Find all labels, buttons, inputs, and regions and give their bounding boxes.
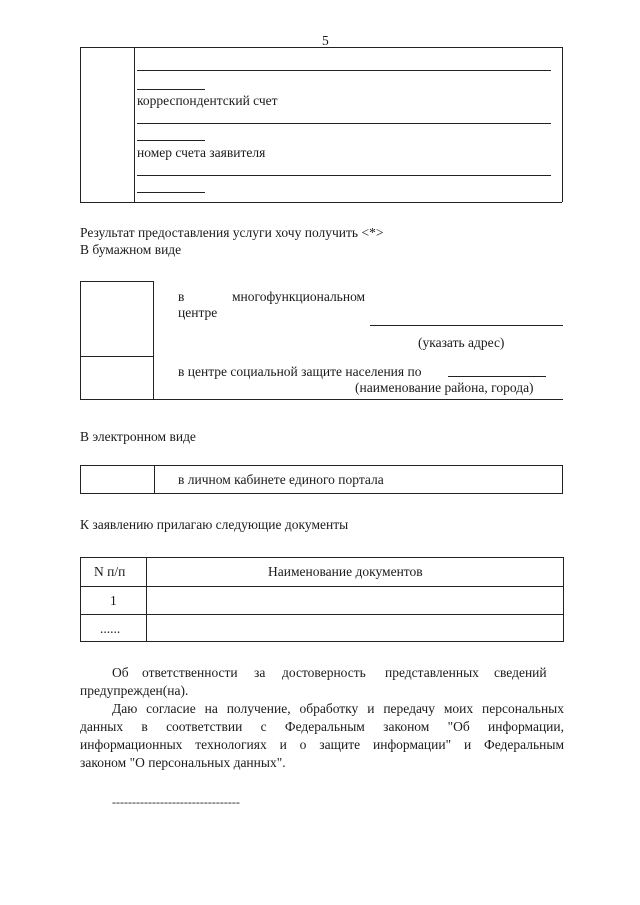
- resp-line-2: предупрежден(на).: [80, 683, 189, 698]
- table-top-border: [80, 47, 562, 48]
- table-left-border: [80, 47, 81, 202]
- fill-line: [137, 123, 551, 124]
- mfc-word-center: центре: [178, 305, 218, 320]
- resp-word: за: [254, 665, 266, 680]
- table-row-num: ......: [100, 621, 121, 636]
- portal-checkbox[interactable]: [80, 465, 154, 494]
- resp-word: достоверность: [282, 665, 366, 680]
- electronic-heading: В электронном виде: [80, 429, 196, 444]
- mfc-checkbox[interactable]: [80, 281, 154, 357]
- col-name-header: Наименование документов: [268, 564, 423, 579]
- documents-heading: К заявлению прилагаю следующие документы: [80, 517, 349, 532]
- district-hint: (наименование района, города): [355, 380, 534, 395]
- applicant-account-label: номер счета заявителя: [137, 145, 266, 160]
- consent-line-3: информационных технологиях и о защите информации" и Федеральным: [80, 737, 564, 752]
- consent-line-1: Даю согласие на получение, обработку и передачу моих персональных: [112, 701, 564, 716]
- consent-line-4: законом "О персональных данных".: [80, 755, 286, 770]
- fill-line: [137, 70, 551, 71]
- table-bottom-border: [80, 202, 562, 203]
- resp-word: сведений: [494, 665, 547, 680]
- address-hint: (указать адрес): [418, 335, 505, 350]
- signature-line[interactable]: --------------------------------: [112, 795, 240, 809]
- fill-line-short: [137, 192, 205, 193]
- social-center-checkbox[interactable]: [80, 356, 154, 400]
- paper-table-bottom: [154, 399, 563, 400]
- district-line: [448, 376, 546, 377]
- address-line: [370, 325, 563, 326]
- fill-line-short: [137, 140, 205, 141]
- resp-word: представленных: [385, 665, 479, 680]
- social-center-label: в центре социальной защите населения по: [178, 364, 422, 379]
- col-num-header: N п/п: [94, 564, 126, 579]
- resp-word: Об: [112, 665, 129, 680]
- mfc-word-multifunctional: многофункциональном: [232, 289, 366, 304]
- consent-line-2: данных в соответствии с Федеральным законом "Об информации,: [80, 719, 564, 734]
- corr-account-label: корреспондентский счет: [137, 93, 278, 108]
- table-inner-border: [134, 47, 135, 202]
- result-heading: Результат предоставления услуги хочу получить <*>: [80, 225, 384, 240]
- table-row-num: 1: [110, 593, 117, 608]
- mfc-word-v: в: [178, 289, 185, 304]
- page-number: 5: [322, 33, 329, 48]
- portal-label: в личном кабинете единого портала: [178, 472, 384, 487]
- resp-word: ответственности: [142, 665, 238, 680]
- table-right-border: [562, 47, 563, 202]
- fill-line: [137, 175, 551, 176]
- fill-line-short: [137, 89, 205, 90]
- paper-heading: В бумажном виде: [80, 242, 182, 257]
